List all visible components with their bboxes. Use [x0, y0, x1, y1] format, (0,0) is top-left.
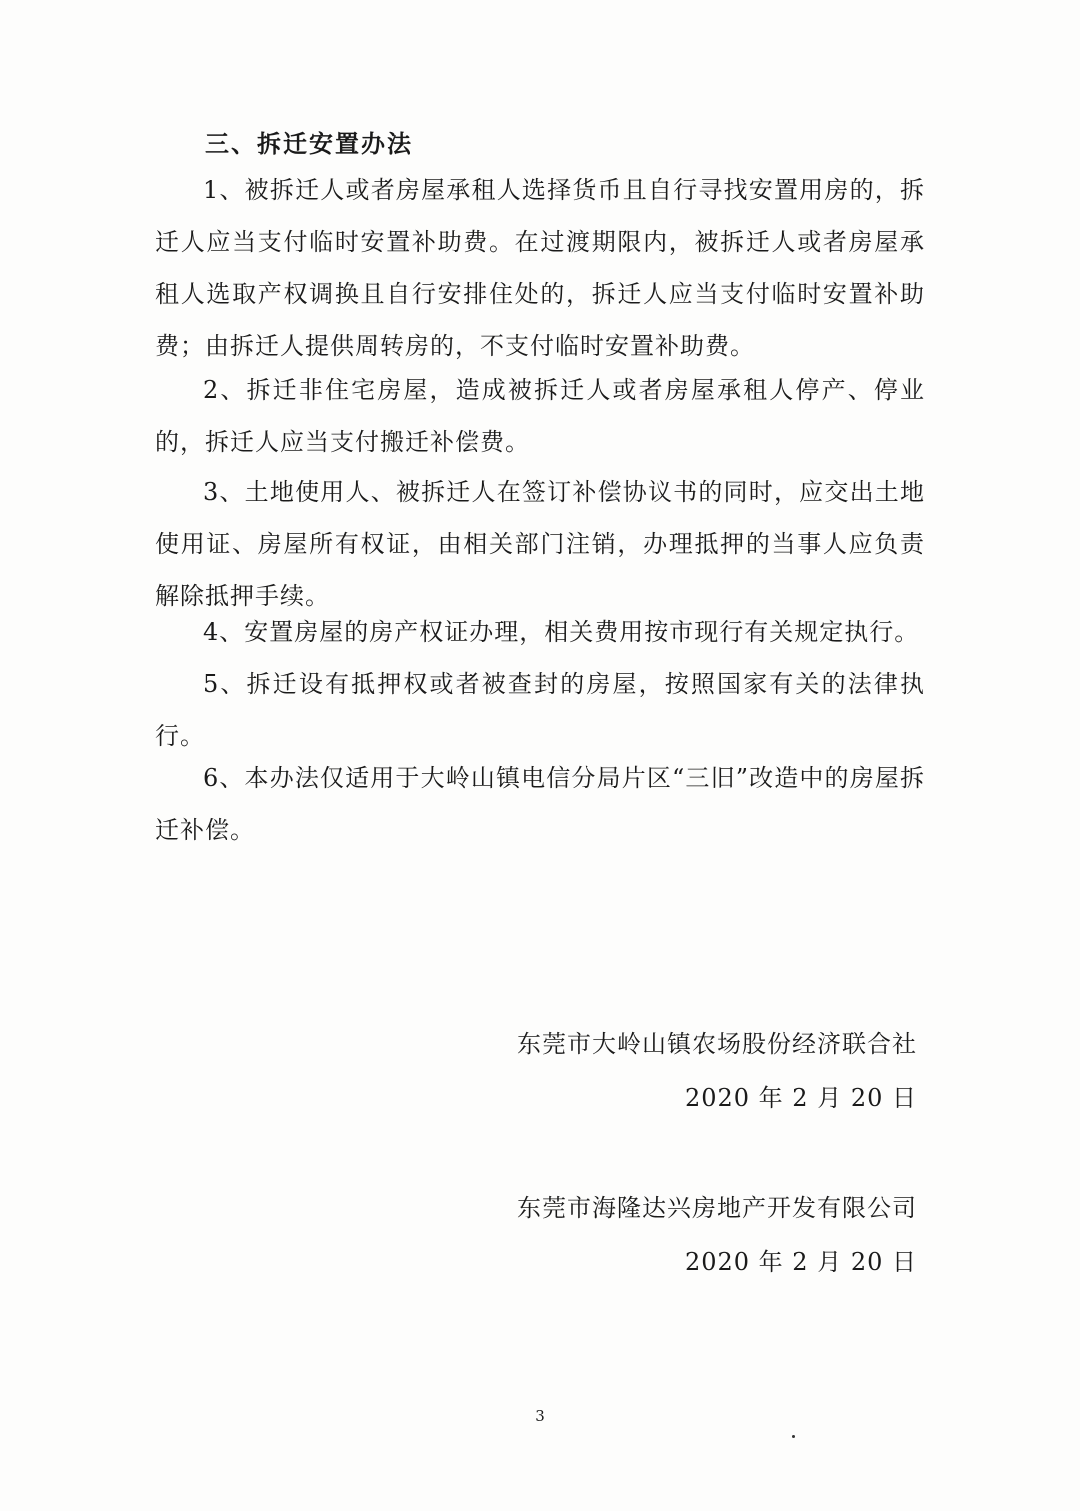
section-heading: 三、拆迁安置办法	[205, 129, 413, 158]
paragraph-3: 3、土地使用人、被拆迁人在签订补偿协议书的同时，应交出土地使用证、房屋所有权证，由相关部门注销，办理抵押的当事人应负责解除抵押手续。	[155, 478, 925, 610]
paragraph-4: 4、安置房屋的房产权证办理，相关费用按市现行有关规定执行。	[203, 618, 920, 646]
paragraph-1: 1、被拆迁人或者房屋承租人选择货币且自行寻找安置用房的，拆迁人应当支付临时安置补助费。在过渡期限内，被拆迁人或者房屋承租人选取产权调换且自行安排住处的，拆迁人应当支付临时安置补助费；由拆迁人提供周转房的，不支付临时安置补助费。	[155, 176, 925, 360]
signature-date-2: 2020 年 2 月 20 日	[684, 1248, 917, 1276]
signature-org-2: 东莞市海隆达兴房地产开发有限公司	[517, 1194, 917, 1222]
page-number: 3	[535, 1407, 545, 1425]
paragraph-5: 5、拆迁设有抵押权或者被查封的房屋，按照国家有关的法律执行。	[155, 670, 925, 750]
scan-speck	[792, 1435, 795, 1438]
paragraph-6: 6、本办法仅适用于大岭山镇电信分局片区“三旧”改造中的房屋拆迁补偿。	[155, 764, 925, 844]
signature-org-1: 东莞市大岭山镇农场股份经济联合社	[517, 1030, 917, 1058]
paragraph-2: 2、拆迁非住宅房屋，造成被拆迁人或者房屋承租人停产、停业的，拆迁人应当支付搬迁补偿费。	[155, 376, 925, 456]
signature-date-1: 2020 年 2 月 20 日	[684, 1084, 917, 1112]
